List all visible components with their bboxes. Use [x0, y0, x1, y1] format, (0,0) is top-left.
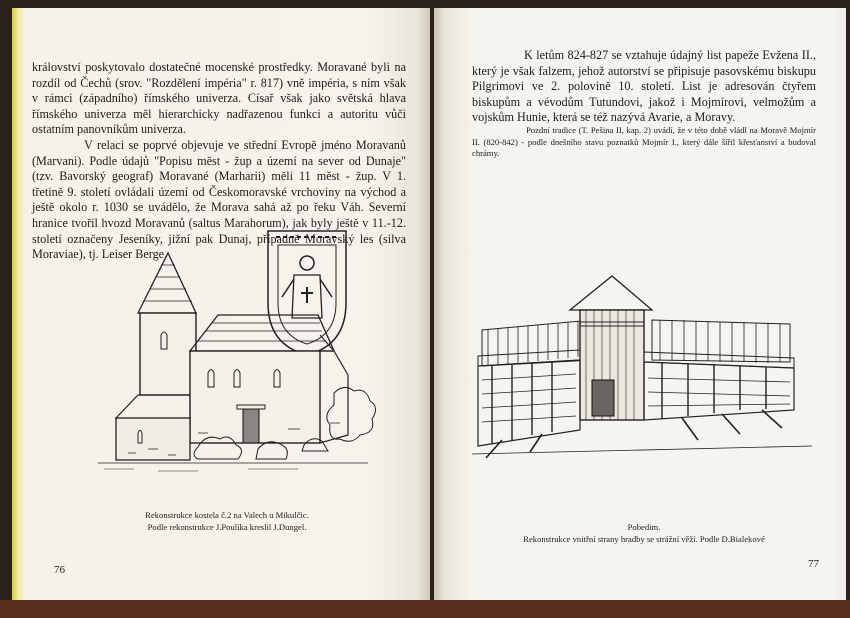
right-caption-line-2: Rekonstrukce vnitřní strany hradby se strážní věží. Podle D.Bialekové [523, 534, 765, 544]
left-caption-line-2: Podle rekonstrukce J.Poulíka kreslil J.Dungel. [147, 522, 307, 532]
right-paragraph: K letům 824-827 se vztahuje údajný list papeže Evžena II., který je však falzem, jehož autorství se připisuje pasovskému biskupu Pilgrimovi ve 2. polovině 10. století. List je adresován čtyřem biskupům a vévodům Tutundovi, jakož i Mojmírovi, velmožům a vojskům Hunie, která se též nazývá Avarie, a Moravy. [472, 48, 816, 125]
left-paragraph-2: V relaci se poprvé objevuje ve střední Evropě jméno Moravanů (Marvani). Podle údajů "Popisu měst - žup a území na sever od Dunaje" (tzv. Bavorský geograf) Moravané (Marharii) měli 11 měst - žup. V 1. třetině 9. století ovládali území od Českomoravské vrchoviny na východ a ještě okolo r. 1030 se uvádělo, že Morava sahá až po řeku Váh. Severní hranice tvořil hvozd Moravanů (saltus Marahorum), jak byly ještě v 11.-12. století označeny Jeseníky, jižní pak Dunaj, případně Moravský les (silva Moraviae), tj. Leiser Berge. [32, 137, 406, 262]
left-page-number: 76 [54, 564, 65, 576]
left-paragraph-1: království poskytovalo dostatečné mocenské prostředky. Moravané byli na rozdíl od Čechů (srov. "Rozdělení impéria" r. 817) vně impéria, s ním však v rámci (západního) římského univerza. Císař však jako světská hlava římského univerza měl hierarchicky nadřazenou funkci a autoritu vůči ostatním panovníkům univerza. [32, 60, 406, 137]
right-note-text: Pozdní tradice (T. Pešina II, kap. 2) uvádí, že v této době vládl na Moravě Mojmír II. (820-842) - podle dnešního stavu poznatků Mojmír I., který dále šířil křesťanství a budoval chrámy. [472, 125, 816, 158]
right-page-note [472, 125, 816, 160]
right-page-number: 77 [808, 558, 819, 570]
left-caption [112, 509, 342, 533]
right-caption-line-1: Pobedim. [627, 522, 661, 532]
left-caption-line-1: Rekonstrukce kostela č.2 na Valech u Mikulčic. [145, 510, 309, 520]
book-bottom-edge [0, 600, 850, 618]
right-caption [504, 521, 784, 545]
church-illustration [98, 223, 378, 498]
fortification-illustration [472, 270, 812, 460]
left-page [12, 8, 430, 600]
right-page [434, 8, 846, 600]
emblem-shield [268, 231, 346, 355]
right-page-text [472, 48, 816, 126]
